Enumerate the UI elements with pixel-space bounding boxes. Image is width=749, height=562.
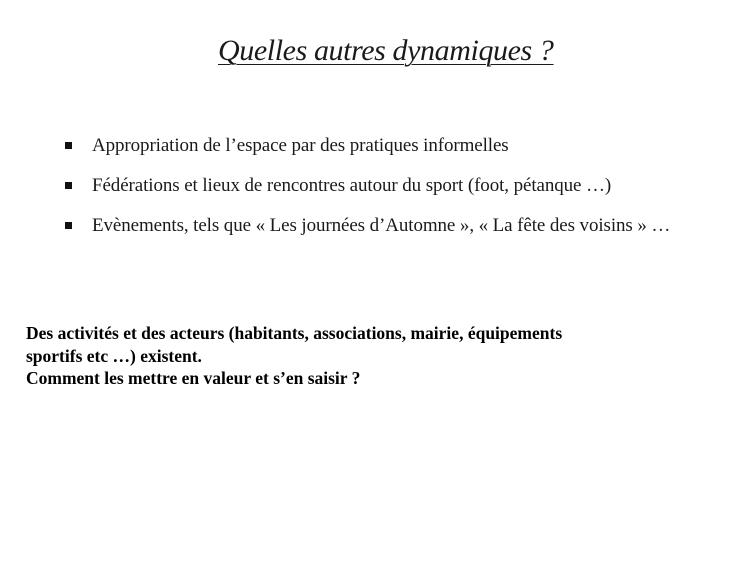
slide-title-container <box>218 34 554 68</box>
bullet-item <box>62 208 702 244</box>
square-bullet-icon <box>65 182 72 189</box>
bullet-item <box>62 168 702 204</box>
square-bullet-icon <box>65 142 72 149</box>
bullet-text: Fédérations et lieux de rencontres autour du sport (foot, pétanque …) <box>92 175 612 196</box>
bullet-item <box>62 128 702 164</box>
slide-title: Quelles autres dynamiques ? <box>218 34 554 67</box>
summary-line: Des activités et des acteurs (habitants, associations, mairie, équipements <box>26 323 563 343</box>
summary-line: sportifs etc …) existent. <box>26 345 202 366</box>
bullet-text: Evènements, tels que « Les journées d’Automne », « La fête des voisins » … <box>92 215 671 236</box>
bullet-list <box>62 128 702 248</box>
bullet-text: Appropriation de l’espace par des pratiques informelles <box>92 135 509 156</box>
summary-text <box>26 322 726 390</box>
square-bullet-icon <box>65 222 72 229</box>
summary-question: Comment les mettre en valeur et s’en saisir ? <box>26 368 361 388</box>
